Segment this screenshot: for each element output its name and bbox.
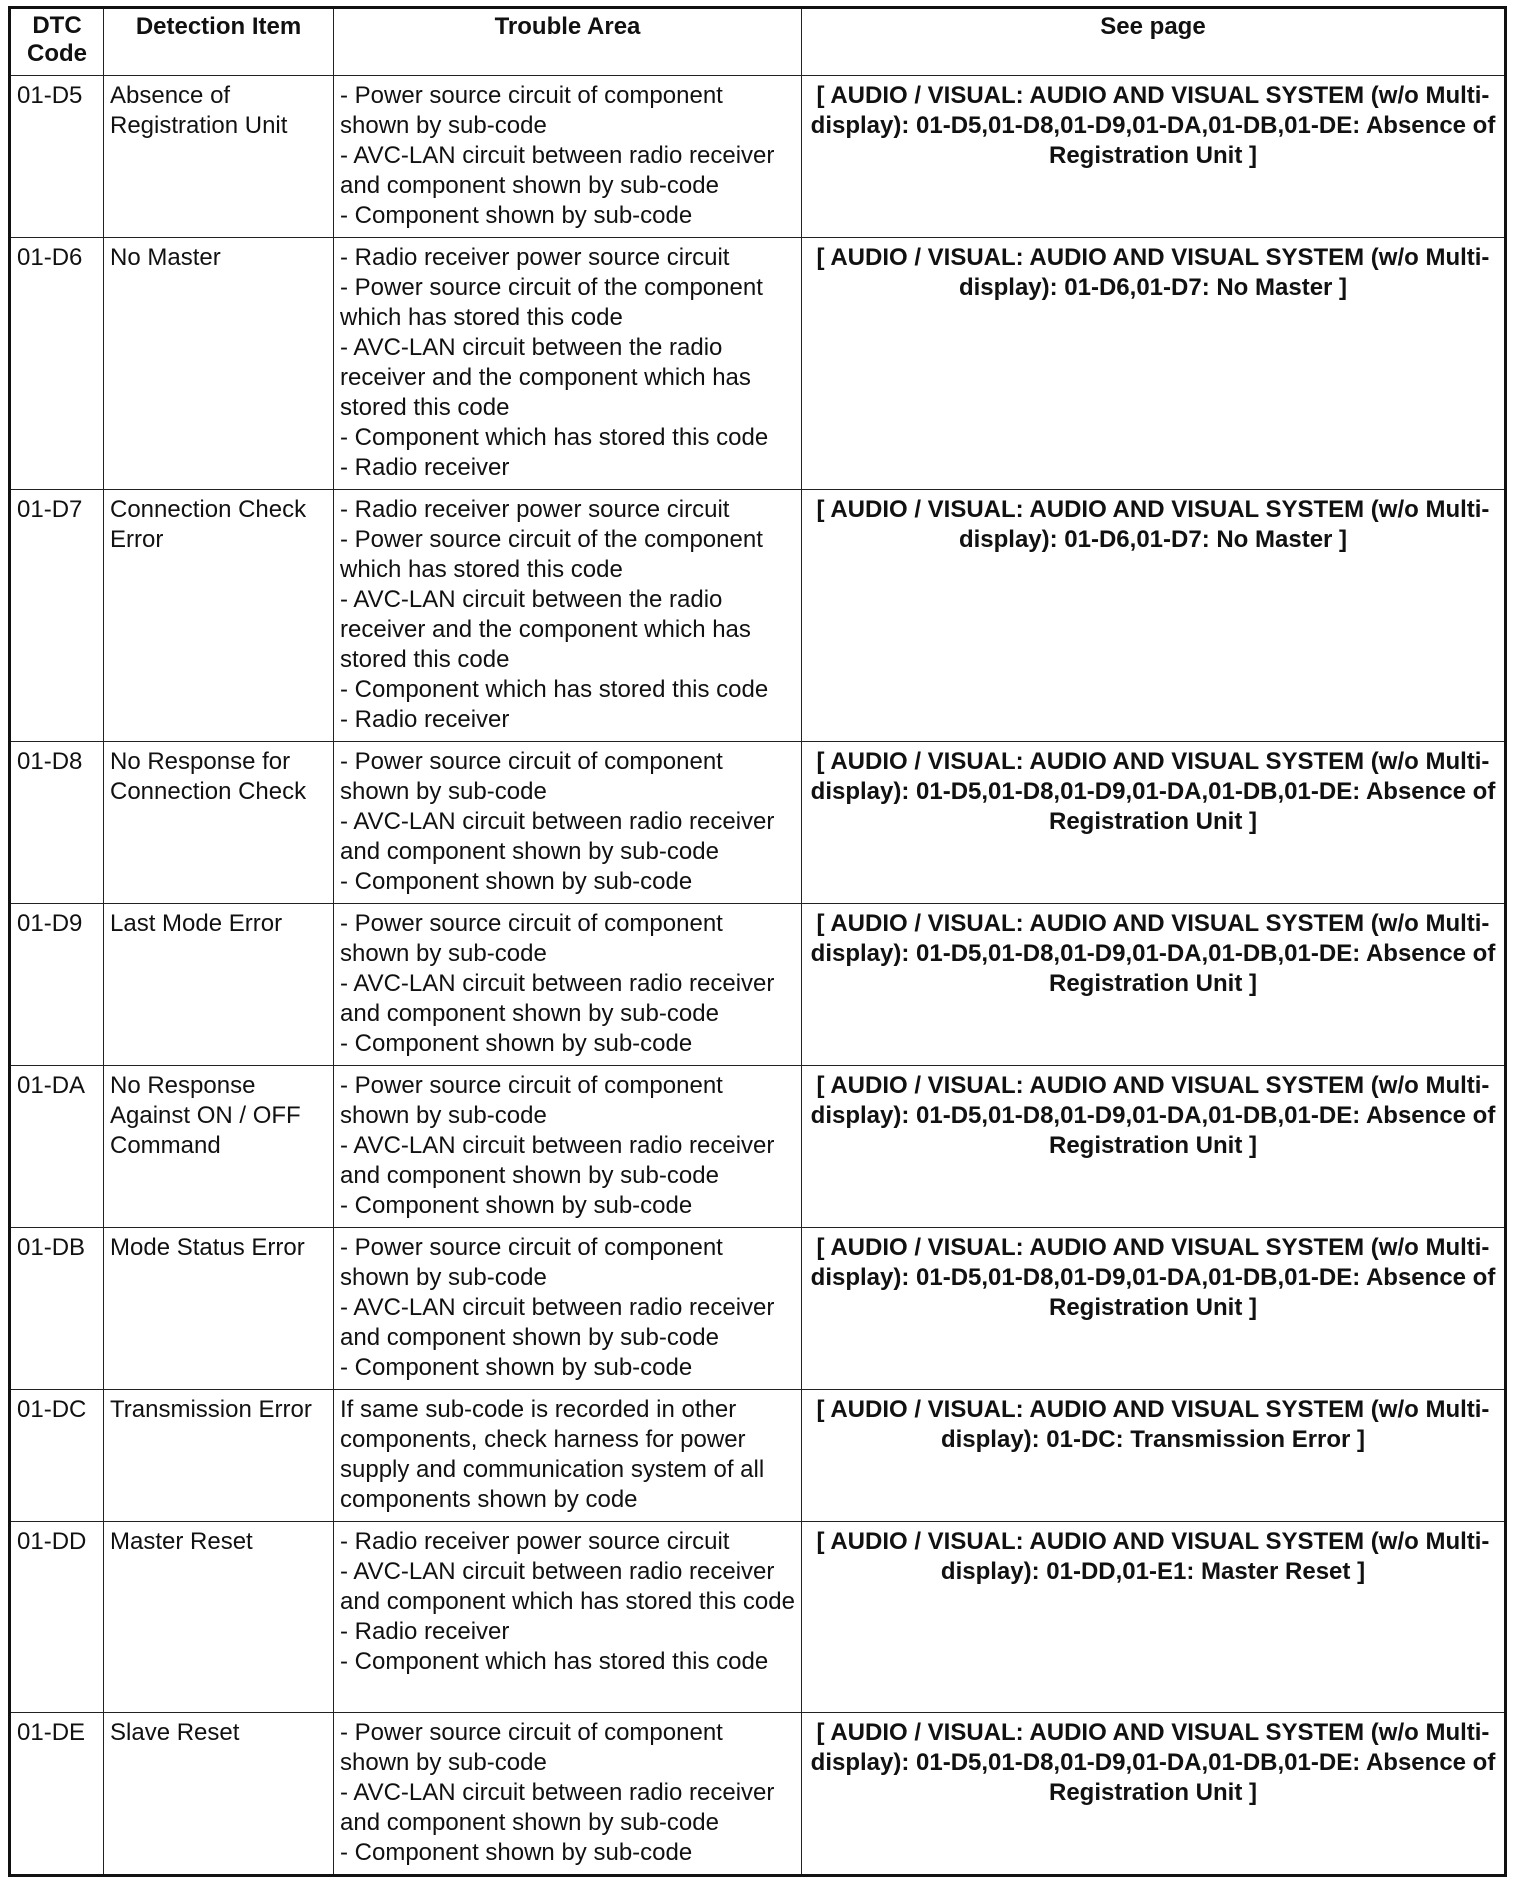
- trouble-area-line: - Radio receiver power source circuit: [340, 244, 730, 271]
- trouble-area-line: - Power source circuit of component shown by sub-code: [340, 1719, 723, 1776]
- trouble-area-line: - AVC-LAN circuit between radio receiver and component shown by sub-code: [340, 1779, 775, 1836]
- header-see-page: See page: [802, 8, 1506, 76]
- trouble-area-cell: [334, 1390, 802, 1522]
- dtc-code-cell: 01-DC: [10, 1390, 104, 1522]
- trouble-area-line: - AVC-LAN circuit between radio receiver and component shown by sub-code: [340, 1294, 775, 1351]
- detection-item-cell: Mode Status Error: [104, 1228, 334, 1390]
- see-page-reference-link[interactable]: [ AUDIO / VISUAL: AUDIO AND VISUAL SYSTEM (w/o Multi-display): 01-D5,01-D8,01-D9,01-DA,01-DB,01-DE: Absence of Registration Unit ]: [802, 904, 1506, 1066]
- table-row: [10, 1390, 1506, 1522]
- trouble-area-line: - Power source circuit of component shown by sub-code: [340, 82, 723, 139]
- header-trouble-area: Trouble Area: [334, 8, 802, 76]
- trouble-area-cell: [334, 1066, 802, 1228]
- trouble-area-line: - Power source circuit of component shown by sub-code: [340, 1072, 723, 1129]
- trouble-area-line: - AVC-LAN circuit between radio receiver and component which has stored this code: [340, 1558, 795, 1615]
- table-header-row: [10, 8, 1506, 76]
- trouble-area-line: - AVC-LAN circuit between radio receiver and component shown by sub-code: [340, 970, 775, 1027]
- detection-item-cell: Master Reset: [104, 1522, 334, 1713]
- dtc-code-cell: 01-D8: [10, 742, 104, 904]
- dtc-code-cell: 01-DB: [10, 1228, 104, 1390]
- see-page-reference-link[interactable]: [ AUDIO / VISUAL: AUDIO AND VISUAL SYSTEM (w/o Multi-display): 01-DC: Transmission Error ]: [802, 1390, 1506, 1522]
- detection-item-cell: Absence of Registration Unit: [104, 76, 334, 238]
- table-row: [10, 238, 1506, 490]
- trouble-area-line: - AVC-LAN circuit between radio receiver and component shown by sub-code: [340, 808, 775, 865]
- trouble-area-line: - Component shown by sub-code: [340, 1354, 693, 1381]
- trouble-area-line: - Radio receiver: [340, 706, 510, 733]
- see-page-reference-link[interactable]: [ AUDIO / VISUAL: AUDIO AND VISUAL SYSTEM (w/o Multi-display): 01-DD,01-E1: Master Reset ]: [802, 1522, 1506, 1713]
- trouble-area-line: - Radio receiver: [340, 1618, 510, 1645]
- dtc-code-cell: 01-D7: [10, 490, 104, 742]
- trouble-area-line: - Component shown by sub-code: [340, 202, 693, 229]
- see-page-reference-link[interactable]: [ AUDIO / VISUAL: AUDIO AND VISUAL SYSTEM (w/o Multi-display): 01-D5,01-D8,01-D9,01-DA,01-DB,01-DE: Absence of Registration Unit ]: [802, 742, 1506, 904]
- trouble-area-line: - Power source circuit of component shown by sub-code: [340, 1234, 723, 1291]
- trouble-area-line: - Radio receiver: [340, 454, 510, 481]
- detection-item-cell: Last Mode Error: [104, 904, 334, 1066]
- trouble-area-line: - AVC-LAN circuit between the radio receiver and the component which has stored this code: [340, 334, 751, 421]
- trouble-area-line: - Power source circuit of the component which has stored this code: [340, 274, 763, 331]
- see-page-reference-link[interactable]: [ AUDIO / VISUAL: AUDIO AND VISUAL SYSTEM (w/o Multi-display): 01-D5,01-D8,01-D9,01-DA,01-DB,01-DE: Absence of Registration Unit ]: [802, 1713, 1506, 1876]
- dtc-code-cell: 01-DE: [10, 1713, 104, 1876]
- table-row: [10, 76, 1506, 238]
- detection-item-cell: No Master: [104, 238, 334, 490]
- detection-item-cell: No Response for Connection Check: [104, 742, 334, 904]
- dtc-document: [8, 6, 1504, 1877]
- table-row: [10, 742, 1506, 904]
- detection-item-cell: Transmission Error: [104, 1390, 334, 1522]
- dtc-code-cell: 01-D9: [10, 904, 104, 1066]
- table-row: [10, 1228, 1506, 1390]
- trouble-area-line: If same sub-code is recorded in other components, check harness for power supply and communication system of all components shown by code: [340, 1396, 765, 1513]
- trouble-area-cell: [334, 1522, 802, 1713]
- see-page-reference-link[interactable]: [ AUDIO / VISUAL: AUDIO AND VISUAL SYSTEM (w/o Multi-display): 01-D6,01-D7: No Master ]: [802, 238, 1506, 490]
- trouble-area-line: - Radio receiver power source circuit: [340, 1528, 730, 1555]
- trouble-area-line: - Component shown by sub-code: [340, 868, 693, 895]
- trouble-area-line: - Power source circuit of component shown by sub-code: [340, 910, 723, 967]
- dtc-code-cell: 01-DA: [10, 1066, 104, 1228]
- detection-item-cell: No Response Against ON / OFF Command: [104, 1066, 334, 1228]
- trouble-area-cell: [334, 1228, 802, 1390]
- see-page-reference-link[interactable]: [ AUDIO / VISUAL: AUDIO AND VISUAL SYSTEM (w/o Multi-display): 01-D5,01-D8,01-D9,01-DA,01-DB,01-DE: Absence of Registration Unit ]: [802, 76, 1506, 238]
- trouble-area-line: - Component which has stored this code: [340, 1648, 769, 1675]
- trouble-area-cell: [334, 76, 802, 238]
- trouble-area-line: - AVC-LAN circuit between the radio receiver and the component which has stored this code: [340, 586, 751, 673]
- header-dtc-code: DTC Code: [10, 8, 104, 76]
- trouble-area-line: - Radio receiver power source circuit: [340, 496, 730, 523]
- trouble-area-line: - AVC-LAN circuit between radio receiver and component shown by sub-code: [340, 1132, 775, 1189]
- see-page-reference-link[interactable]: [ AUDIO / VISUAL: AUDIO AND VISUAL SYSTEM (w/o Multi-display): 01-D5,01-D8,01-D9,01-DA,01-DB,01-DE: Absence of Registration Unit ]: [802, 1228, 1506, 1390]
- table-body: [10, 76, 1506, 1876]
- dtc-code-cell: 01-D5: [10, 76, 104, 238]
- table-row: [10, 1713, 1506, 1876]
- trouble-area-line: - AVC-LAN circuit between radio receiver and component shown by sub-code: [340, 142, 775, 199]
- table-row: [10, 1522, 1506, 1713]
- detection-item-cell: Slave Reset: [104, 1713, 334, 1876]
- dtc-table: [8, 6, 1507, 1877]
- see-page-reference-link[interactable]: [ AUDIO / VISUAL: AUDIO AND VISUAL SYSTEM (w/o Multi-display): 01-D6,01-D7: No Master ]: [802, 490, 1506, 742]
- trouble-area-line: - Component shown by sub-code: [340, 1030, 693, 1057]
- trouble-area-cell: [334, 742, 802, 904]
- trouble-area-line: - Component shown by sub-code: [340, 1839, 693, 1866]
- table-row: [10, 490, 1506, 742]
- header-detection-item: Detection Item: [104, 8, 334, 76]
- detection-item-cell: Connection Check Error: [104, 490, 334, 742]
- table-row: [10, 904, 1506, 1066]
- dtc-code-cell: 01-DD: [10, 1522, 104, 1713]
- trouble-area-line: - Component which has stored this code: [340, 424, 769, 451]
- trouble-area-cell: [334, 1713, 802, 1876]
- trouble-area-cell: [334, 904, 802, 1066]
- table-row: [10, 1066, 1506, 1228]
- trouble-area-line: - Power source circuit of the component which has stored this code: [340, 526, 763, 583]
- trouble-area-line: - Power source circuit of component shown by sub-code: [340, 748, 723, 805]
- dtc-code-cell: 01-D6: [10, 238, 104, 490]
- trouble-area-line: - Component shown by sub-code: [340, 1192, 693, 1219]
- see-page-reference-link[interactable]: [ AUDIO / VISUAL: AUDIO AND VISUAL SYSTEM (w/o Multi-display): 01-D5,01-D8,01-D9,01-DA,01-DB,01-DE: Absence of Registration Unit ]: [802, 1066, 1506, 1228]
- trouble-area-cell: [334, 490, 802, 742]
- trouble-area-cell: [334, 238, 802, 490]
- trouble-area-line: - Component which has stored this code: [340, 676, 769, 703]
